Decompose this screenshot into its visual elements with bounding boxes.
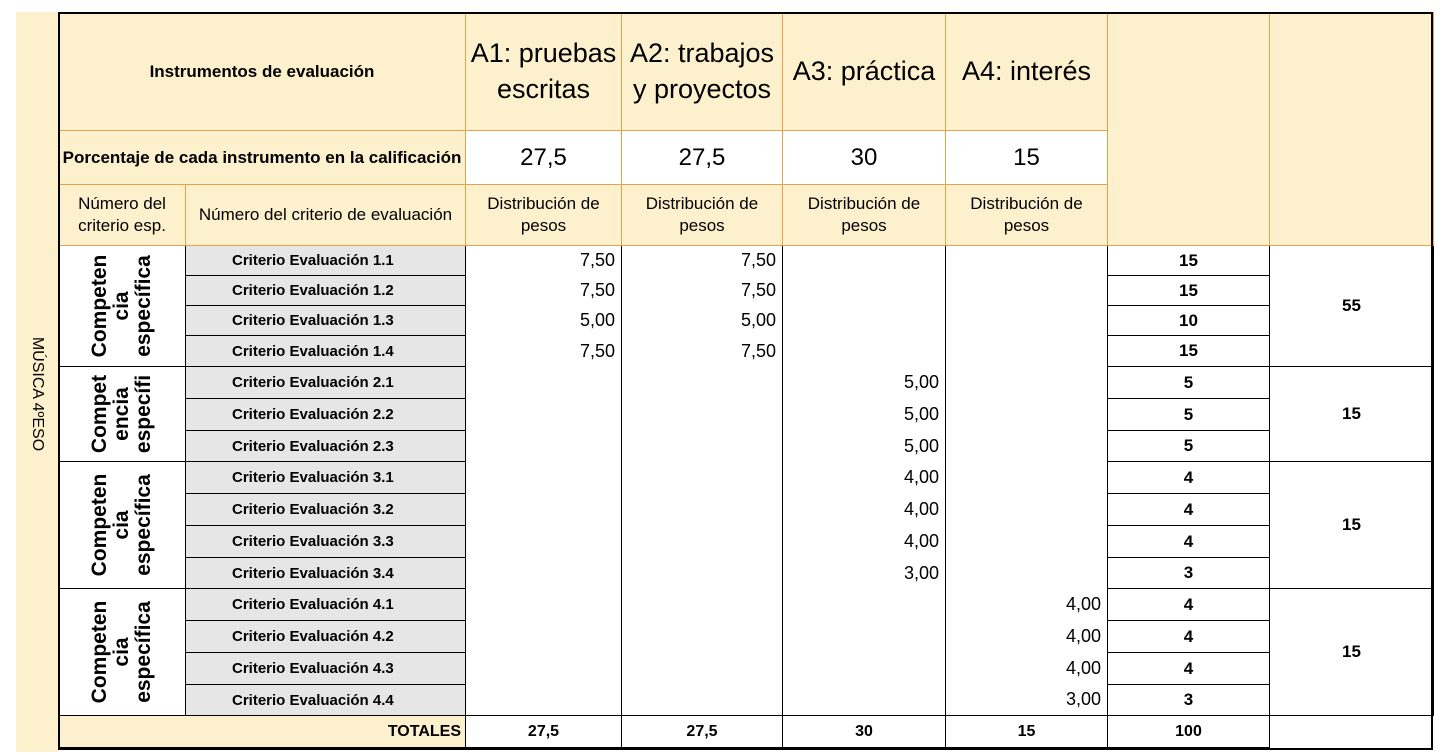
value-a1 bbox=[466, 589, 622, 621]
value-a1 bbox=[466, 558, 622, 589]
totals-label: TOTALES bbox=[59, 716, 466, 748]
criterio-sum: 15 bbox=[1108, 336, 1270, 367]
value-a2 bbox=[622, 526, 783, 558]
competencia-2-total: 15 bbox=[1270, 367, 1434, 462]
value-a4 bbox=[946, 399, 1108, 431]
value-a4 bbox=[946, 526, 1108, 558]
value-a1 bbox=[466, 431, 622, 462]
value-a3 bbox=[783, 653, 946, 685]
criterio-name: Criterio Evaluación 4.1 bbox=[186, 589, 466, 621]
value-a3 bbox=[783, 276, 946, 306]
value-a4: 4,00 bbox=[946, 621, 1108, 653]
value-a3: 4,00 bbox=[783, 462, 946, 494]
criterio-sum: 5 bbox=[1108, 431, 1270, 462]
criterio-name: Criterio Evaluación 2.2 bbox=[186, 399, 466, 431]
criterio-sum: 4 bbox=[1108, 589, 1270, 621]
criterio-sum: 3 bbox=[1108, 685, 1270, 716]
criterio-sum: 4 bbox=[1108, 462, 1270, 494]
competencia-3-line-1: Competen bbox=[87, 473, 111, 577]
side-label: MÚSICA 4ºESO bbox=[29, 336, 46, 452]
criterio-name: Criterio Evaluación 3.2 bbox=[186, 494, 466, 526]
value-a1 bbox=[466, 685, 622, 716]
criterio-name: Criterio Evaluación 1.3 bbox=[186, 306, 466, 336]
value-a3 bbox=[783, 336, 946, 367]
value-a1 bbox=[466, 621, 622, 653]
table-row bbox=[59, 558, 1434, 589]
value-a1 bbox=[466, 462, 622, 494]
percentage-a3: 30 bbox=[783, 131, 946, 185]
totals-row bbox=[59, 716, 1434, 748]
competencia-2-line-3: específi bbox=[132, 374, 156, 454]
competencia-4-line-1: Competen bbox=[87, 600, 111, 704]
value-a3: 4,00 bbox=[783, 494, 946, 526]
criterio-name: Criterio Evaluación 2.1 bbox=[186, 367, 466, 399]
competencia-3-label bbox=[59, 462, 186, 589]
table-row bbox=[59, 306, 1434, 336]
competencia-3-line-2: cia bbox=[109, 510, 133, 540]
value-a4 bbox=[946, 246, 1108, 276]
value-a3: 5,00 bbox=[783, 399, 946, 431]
table-row bbox=[59, 336, 1434, 367]
value-a4 bbox=[946, 336, 1108, 367]
value-a3 bbox=[783, 621, 946, 653]
value-a1: 7,50 bbox=[466, 276, 622, 306]
header-sum-blank bbox=[1108, 13, 1270, 246]
value-a2 bbox=[622, 621, 783, 653]
competencia-1-line-3: específica bbox=[132, 255, 156, 357]
total-empty bbox=[1270, 716, 1434, 748]
value-a4 bbox=[946, 306, 1108, 336]
value-a2: 7,50 bbox=[622, 336, 783, 367]
header-a4: A4: interés bbox=[946, 13, 1108, 131]
total-sum: 100 bbox=[1108, 716, 1270, 748]
criterio-sum: 4 bbox=[1108, 526, 1270, 558]
value-a1: 7,50 bbox=[466, 246, 622, 276]
table-row bbox=[59, 276, 1434, 306]
criterio-sum: 4 bbox=[1108, 621, 1270, 653]
value-a4 bbox=[946, 276, 1108, 306]
value-a2: 7,50 bbox=[622, 246, 783, 276]
value-a3: 4,00 bbox=[783, 526, 946, 558]
criterio-sum: 3 bbox=[1108, 558, 1270, 589]
criterio-name: Criterio Evaluación 3.1 bbox=[186, 462, 466, 494]
value-a3 bbox=[783, 589, 946, 621]
value-a2 bbox=[622, 494, 783, 526]
competencia-2-label bbox=[59, 367, 186, 462]
value-a4 bbox=[946, 558, 1108, 589]
value-a1 bbox=[466, 399, 622, 431]
competencia-1-line-2: cia bbox=[109, 291, 133, 321]
competencia-1-total: 55 bbox=[1270, 246, 1434, 367]
value-a4: 4,00 bbox=[946, 653, 1108, 685]
value-a2: 5,00 bbox=[622, 306, 783, 336]
criterio-name: Criterio Evaluación 3.4 bbox=[186, 558, 466, 589]
value-a4: 3,00 bbox=[946, 685, 1108, 716]
percentage-label: Porcentaje de cada instrumento en la calificación bbox=[59, 131, 466, 185]
value-a2 bbox=[622, 431, 783, 462]
criterio-name: Criterio Evaluación 4.3 bbox=[186, 653, 466, 685]
value-a4 bbox=[946, 431, 1108, 462]
table-row bbox=[59, 526, 1434, 558]
value-a3 bbox=[783, 246, 946, 276]
criterio-name: Criterio Evaluación 2.3 bbox=[186, 431, 466, 462]
total-a4: 15 bbox=[946, 716, 1108, 748]
value-a2 bbox=[622, 589, 783, 621]
value-a2: 7,50 bbox=[622, 276, 783, 306]
value-a3 bbox=[783, 685, 946, 716]
competencia-3-line-3: específica bbox=[132, 474, 156, 576]
value-a3: 5,00 bbox=[783, 367, 946, 399]
value-a2 bbox=[622, 685, 783, 716]
percentage-a2: 27,5 bbox=[622, 131, 783, 185]
value-a3: 3,00 bbox=[783, 558, 946, 589]
header-a3: A3: práctica bbox=[783, 13, 946, 131]
value-a1: 5,00 bbox=[466, 306, 622, 336]
value-a3: 5,00 bbox=[783, 431, 946, 462]
total-a2: 27,5 bbox=[622, 716, 783, 748]
value-a4 bbox=[946, 462, 1108, 494]
percentage-a1: 27,5 bbox=[466, 131, 622, 185]
evaluation-table bbox=[58, 12, 1434, 748]
subheader-criterio-eval: Número del criterio de evaluación bbox=[186, 185, 466, 246]
criterio-name: Criterio Evaluación 4.2 bbox=[186, 621, 466, 653]
total-a1: 27,5 bbox=[466, 716, 622, 748]
criterio-name: Criterio Evaluación 4.4 bbox=[186, 685, 466, 716]
competencia-3-total: 15 bbox=[1270, 462, 1434, 589]
competencia-4-total: 15 bbox=[1270, 589, 1434, 716]
table-row bbox=[59, 246, 1434, 276]
subheader-dist-a2: Distribución de pesos bbox=[622, 185, 783, 246]
competencia-4-line-2: cia bbox=[109, 637, 133, 667]
criterio-name: Criterio Evaluación 1.1 bbox=[186, 246, 466, 276]
table-row bbox=[59, 589, 1434, 621]
criterio-sum: 4 bbox=[1108, 494, 1270, 526]
total-a3: 30 bbox=[783, 716, 946, 748]
percentage-a4: 15 bbox=[946, 131, 1108, 185]
value-a2 bbox=[622, 462, 783, 494]
value-a1 bbox=[466, 494, 622, 526]
table-row bbox=[59, 399, 1434, 431]
subheader-dist-a3: Distribución de pesos bbox=[783, 185, 946, 246]
competencia-2-line-1: Compet bbox=[87, 374, 111, 454]
table-row bbox=[59, 621, 1434, 653]
value-a2 bbox=[622, 367, 783, 399]
criterio-sum: 10 bbox=[1108, 306, 1270, 336]
criterio-name: Criterio Evaluación 1.2 bbox=[186, 276, 466, 306]
criterio-sum: 15 bbox=[1108, 246, 1270, 276]
table-row bbox=[59, 494, 1434, 526]
value-a1: 7,50 bbox=[466, 336, 622, 367]
value-a1 bbox=[466, 653, 622, 685]
criterio-name: Criterio Evaluación 1.4 bbox=[186, 336, 466, 367]
criterio-sum: 4 bbox=[1108, 653, 1270, 685]
value-a2 bbox=[622, 399, 783, 431]
criterio-sum: 5 bbox=[1108, 399, 1270, 431]
criterio-name: Criterio Evaluación 3.3 bbox=[186, 526, 466, 558]
table-row bbox=[59, 431, 1434, 462]
value-a1 bbox=[466, 526, 622, 558]
value-a4 bbox=[946, 494, 1108, 526]
value-a2 bbox=[622, 558, 783, 589]
header-a1: A1: pruebas escritas bbox=[466, 13, 622, 131]
value-a2 bbox=[622, 653, 783, 685]
table-row bbox=[59, 653, 1434, 685]
subheader-dist-a4: Distribución de pesos bbox=[946, 185, 1108, 246]
competencia-4-line-3: específica bbox=[132, 601, 156, 703]
header-total-blank bbox=[1270, 13, 1434, 246]
instruments-label: Instrumentos de evaluación bbox=[59, 13, 466, 131]
table-row bbox=[59, 462, 1434, 494]
competencia-1-label bbox=[59, 246, 186, 367]
competencia-4-label bbox=[59, 589, 186, 716]
value-a3 bbox=[783, 306, 946, 336]
header-a2: A2: trabajos y proyectos bbox=[622, 13, 783, 131]
subheader-criterio-esp: Número del criterio esp. bbox=[59, 185, 186, 246]
subheader-dist-a1: Distribución de pesos bbox=[466, 185, 622, 246]
value-a4 bbox=[946, 367, 1108, 399]
competencia-1-line-1: Competen bbox=[87, 254, 111, 358]
table-row bbox=[59, 367, 1434, 399]
criterio-sum: 5 bbox=[1108, 367, 1270, 399]
value-a1 bbox=[466, 367, 622, 399]
competencia-2-line-2: encia bbox=[109, 387, 133, 441]
side-band bbox=[16, 12, 58, 752]
value-a4: 4,00 bbox=[946, 589, 1108, 621]
table-row bbox=[59, 685, 1434, 716]
criterio-sum: 15 bbox=[1108, 276, 1270, 306]
